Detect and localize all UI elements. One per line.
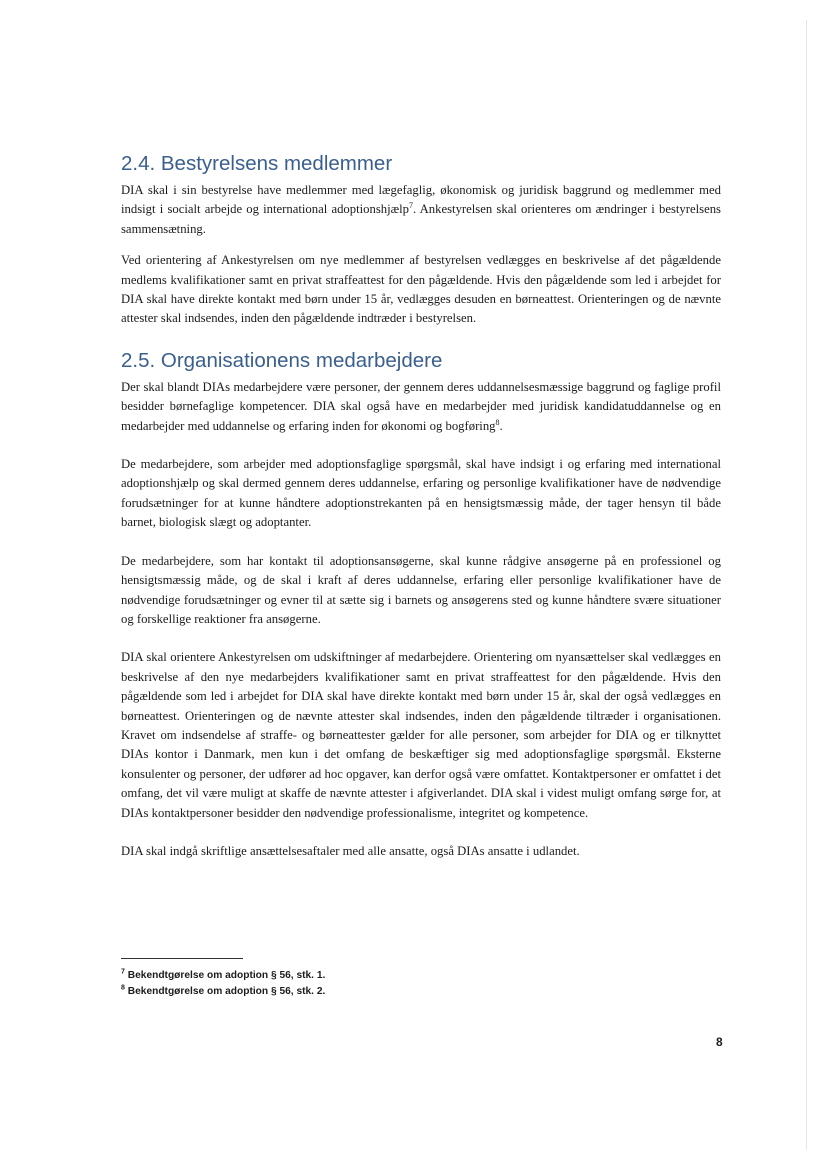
section-heading-organisationens-medarbejdere: 2.5. Organisationens medarbejdere [121, 348, 443, 372]
footnote-ref[interactable]: 8 [495, 417, 500, 427]
scan-page-edge [806, 20, 807, 1150]
footnote-ref[interactable]: 7 [408, 201, 413, 211]
paragraph: De medarbejdere, som har kontakt til adoptionsansøgerne, skal kunne rådgive ansøgerne på en professionel og hensigtsmæssig måde, og de skal i kraft af deres uddannelse, erfaring eller personlige kvalifikationer have de nødvendige forudsætninger og evner til at sætte sig i barnets og ansøgerens sted og kunne håndtere svære situationer og forskellige reaktioner fra ansøgerne. [121, 553, 721, 626]
paragraph: DIA skal indgå skriftlige ansættelsesaftaler med alle ansatte, også DIAs ansatte i udlandet. [121, 843, 580, 858]
page-number: 8 [716, 1035, 723, 1049]
paragraph: Der skal blandt DIAs medarbejdere være personer, der gennem deres uddannelsesmæssige baggrund og faglige profil besidder børnefaglige kompetencer. DIA skal også have en medarbejder med juridisk kandidatuddannelse og en medarbejder med uddannelse og erfaring inden for økonomi og bogføring$^8$. [121, 379, 721, 433]
document-body [121, 151, 721, 880]
paragraph: DIA skal orientere Ankestyrelsen om udskiftninger af medarbejdere. Orientering om nyansættelser skal vedlægges en beskrivelse af den nye medarbejders kvalifikationer samt en privat straffeattest for den pågældende. Hvis den pågældende som led i arbejdet for DIA skal have direkte kontakt med børn under 15 år, skal der også vedlægges en børneattest. Orienteringen og de nævnte attester skal indsendes, inden den pågældende tiltræder i organisationen. Kravet om indsendelse af straffe- og børneattester gælder for alle personer, som arbejder for DIA og er tilknyttet DIAs kontor i Danmark, men kun i det omfang de beskæftiger sig med adoptionsfaglige spørgsmål. Eksterne konsulenter og personer, der udfører ad hoc opgaver, kan derfor også være omfattet. Kontaktpersoner er omfattet i det omfang, det vil være muligt at skaffe de nævnte attester i afgiverlandet. DIA skal i videst muligt omfang sørge for, at DIAs kontaktpersoner besidder den nødvendige professionalisme, integritet og kompetence. [121, 650, 721, 820]
footnote: $^7$ Bekendtgørelse om adoption § 56, stk. 1. [121, 968, 326, 981]
section-heading-bestyrelsens-medlemmer: 2.4. Bestyrelsens medlemmer [121, 152, 393, 175]
footnotes [121, 968, 325, 1000]
footnote: $^8$ Bekendtgørelse om adoption § 56, stk. 2. [121, 984, 326, 997]
paragraph: Ved orientering af Ankestyrelsen om nye medlemmer af bestyrelsen vedlægges en beskrivelse af det pågældende medlems kvalifikationer samt en privat straffeattest for den pågældende. Hvis den pågældende som led i arbejdet for DIA skal have direkte kontakt med børn under 15 år, vedlægges desuden en børneattest. Orienteringen og de nævnte attester skal indsendes, inden den pågældende indtræder i bestyrelsen. [121, 253, 721, 326]
paragraph: DIA skal i sin bestyrelse have medlemmer med lægefaglig, økonomisk og juridisk baggrund og medlemmer med indsigt i socialt arbejde og international adoptionshjælp$^7$. Ankestyrelsen skal orienteres om ændringer i bestyrelsens sammensætning. [121, 183, 721, 236]
footnote-separator [121, 958, 243, 959]
paragraph: De medarbejdere, som arbejder med adoptionsfaglige spørgsmål, skal have indsigt i og erfaring med international adoptionshjælp og skal dermed gennem deres uddannelse, erfaring og personlige kvalifikationer have de nødvendige forudsætninger for at kunne håndtere adoptionstrekanten på en hensigtsmæssig måde, der tager hensyn til både barnet, biologisk slægt og adoptanter. [121, 457, 721, 530]
